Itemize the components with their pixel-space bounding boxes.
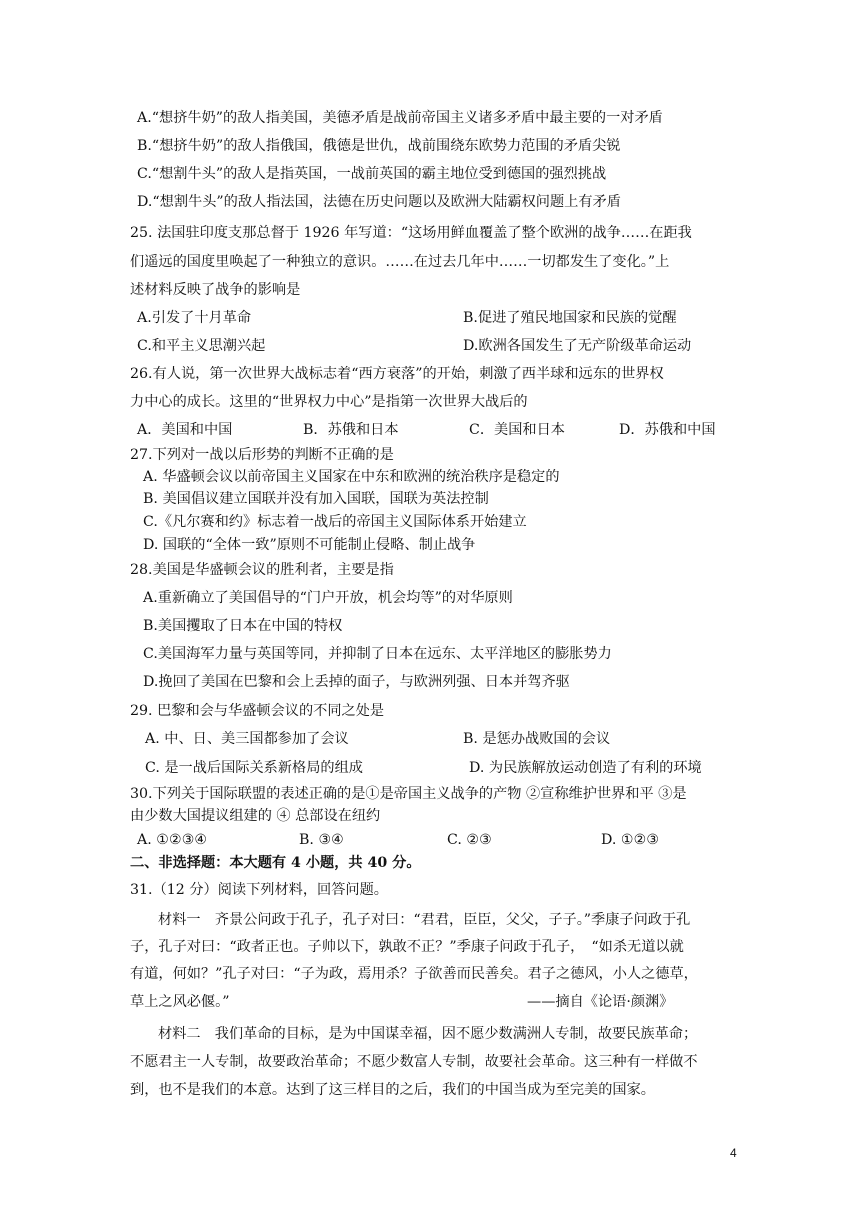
q24-option-b: B.“想挤牛奶”的敌人指俄国，俄德是世仇，战前围绕东欧势力范围的矛盾尖锐: [137, 138, 621, 154]
material1-line4: 草上之风必偃。”: [130, 994, 230, 1010]
q28-option-c: C.美国海军力量与英国等同，并抑制了日本在远东、太平洋地区的膨胀势力: [143, 646, 612, 662]
q25-stem-line2: 们遥远的国度里唤起了一种独立的意识。……在过去几年中……一切都发生了变化。”上: [130, 254, 670, 270]
material1-source: ——摘自《论语·颜渊》: [527, 994, 674, 1010]
q28-option-b: B.美国攫取了日本在中国的特权: [143, 618, 343, 634]
material2-line1: 材料二 我们革命的目标，是为中国谋幸福，因不愿少数满洲人专制，故要民族革命；: [158, 1026, 698, 1042]
q26-option-c: C．美国和日本: [469, 422, 565, 438]
q27-option-a: A. 华盛顿会议以前帝国主义国家在中东和欧洲的统治秩序是稳定的: [143, 469, 560, 485]
q26-option-d: D．苏俄和中国: [619, 422, 716, 438]
q30-option-b: B. ③④: [299, 832, 344, 848]
q30-stem-line2: 由少数大国提议组建的 ④ 总部设在纽约: [130, 808, 381, 824]
q25-option-b: B.促进了殖民地国家和民族的觉醒: [463, 310, 677, 326]
q30-option-c: C. ②③: [447, 832, 492, 848]
q27-stem: 27.下列对一战以后形势的判断不正确的是: [130, 447, 394, 463]
material2-line2: 不愿君主一人专制，故要政治革命；不愿少数富人专制，故要社会革命。这三种有一样做不: [130, 1054, 698, 1070]
q29-option-d: D. 为民族解放运动创造了有利的环境: [469, 760, 702, 776]
q25-option-a: A.引发了十月革命: [137, 310, 252, 326]
q25-option-d: D.欧洲各国发生了无产阶级革命运动: [463, 338, 692, 354]
q28-stem: 28.美国是华盛顿会议的胜利者，主要是指: [130, 562, 394, 578]
q30-option-d: D. ①②③: [601, 832, 660, 848]
q26-option-a: A．美国和中国: [137, 422, 233, 438]
q25-stem-line3: 述材料反映了战争的影响是: [130, 282, 301, 298]
q30-option-a: A. ①②③④: [137, 832, 208, 848]
material1-line1: 材料一 齐景公问政于孔子，孔子对曰：“君君，臣臣，父父，子子。”季康子问政于孔: [158, 912, 691, 928]
page-number: 4: [730, 1146, 737, 1160]
q27-option-d: D. 国联的“全体一致”原则不可能制止侵略、制止战争: [143, 537, 476, 553]
q27-option-c: C.《凡尔赛和约》标志着一战后的帝国主义国际体系开始建立: [143, 514, 527, 530]
q29-stem: 29. 巴黎和会与华盛顿会议的不同之处是: [130, 703, 385, 719]
q26-option-b: B．苏俄和日本: [303, 422, 399, 438]
q28-option-d: D.挽回了美国在巴黎和会上丢掉的面子，与欧洲列强、日本并驾齐驱: [143, 674, 570, 690]
q28-option-a: A.重新确立了美国倡导的“门户开放，机会均等”的对华原则: [143, 590, 513, 606]
q24-option-a: A.“想挤牛奶”的敌人指美国，美德矛盾是战前帝国主义诸多矛盾中最主要的一对矛盾: [137, 110, 663, 126]
material1-line2: 子，孔子对曰：“政者正也。子帅以下，孰敢不正？”季康子问政于孔子， “如杀无道以就: [130, 939, 684, 955]
material2-line3: 到，也不是我们的本意。达到了这三样目的之后，我们的中国当成为至完美的国家。: [130, 1082, 655, 1098]
q25-option-c: C.和平主义思潮兴起: [137, 338, 266, 354]
section-2-heading: 二、非选择题：本大题有 4 小题，共 40 分。: [130, 855, 421, 871]
q29-option-c: C. 是一战后国际关系新格局的组成: [145, 760, 363, 776]
q27-option-b: B. 美国倡议建立国联并没有加入国联，国联为英法控制: [143, 491, 489, 507]
q26-stem-line2: 力中心的成长。这里的“世界权力中心”是指第一次世界大战后的: [130, 394, 528, 410]
q25-stem-line1: 25. 法国驻印度支那总督于 1926 年写道：“这场用鲜血覆盖了整个欧洲的战争……在距我: [130, 225, 692, 241]
q24-option-c: C.“想割牛头”的敌人是指英国，一战前英国的霸主地位受到德国的强烈挑战: [137, 166, 607, 182]
q29-option-a: A. 中、日、美三国都参加了会议: [145, 731, 349, 747]
material1-line3: 有道，何如？”孔子对曰：“子为政，焉用杀？子欲善而民善矣。君子之德风，小人之德草，: [130, 966, 698, 982]
q30-stem-line1: 30.下列关于国际联盟的表述正确的是①是帝国主义战争的产物 ②宣称维护世界和平 ③是: [130, 786, 687, 802]
q31-stem: 31.（12 分）阅读下列材料，回答问题。: [130, 882, 388, 898]
q24-option-d: D.“想割牛头”的敌人指法国，法德在历史问题以及欧洲大陆霸权问题上有矛盾: [137, 194, 621, 210]
q26-stem-line1: 26.有人说，第一次世界大战标志着“西方衰落”的开始，刺激了西半球和远东的世界权: [130, 366, 664, 382]
q29-option-b: B. 是惩办战败国的会议: [463, 731, 611, 747]
